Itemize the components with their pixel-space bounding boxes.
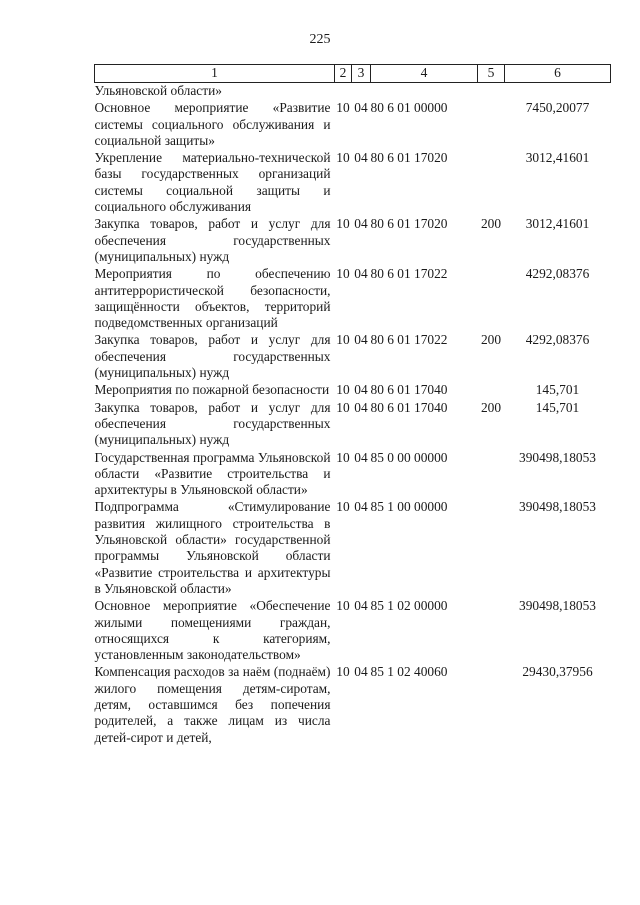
row-subsection [352, 83, 371, 101]
row-section: 10 [336, 499, 350, 515]
row-expense-type [478, 266, 505, 332]
row-name: Закупка товаров, работ и услуг для обеспечения государственных (муниципальных) нужд [94, 332, 331, 381]
row-name: Компенсация расходов за наём (поднаём) жилого помещения детям-сиротам, детям, оставшимся без попечения родителей, а также лицам из числа детей-сирот и детей, [94, 664, 331, 745]
row-section: 10 [336, 266, 350, 282]
row-name: Ульяновской области» [94, 83, 222, 98]
row-amount: 145,701 [535, 382, 580, 398]
row-target-code: 85 1 02 00000 [370, 598, 448, 614]
row-section: 10 [336, 598, 350, 614]
row-target-code: 80 6 01 17022 [370, 266, 448, 282]
table-row [95, 382, 611, 399]
table-row [95, 83, 611, 101]
row-section: 10 [336, 332, 350, 348]
row-target-code: 85 0 00 00000 [370, 449, 448, 465]
row-subsection: 04 [354, 382, 368, 398]
row-expense-type [478, 664, 505, 746]
row-expense-type [478, 100, 505, 150]
row-amount: 4292,08376 [525, 332, 590, 348]
row-name: Основное мероприятие «Обеспечение жилыми помещениями граждан, относящихся к категориям, установленным законодательством» [94, 598, 331, 663]
page-number: 225 [309, 32, 331, 47]
table-row [95, 598, 611, 664]
table-row [95, 332, 611, 382]
row-expense-type [478, 382, 505, 399]
row-amount: 390498,18053 [519, 449, 596, 465]
column-header-5: 5 [478, 65, 505, 83]
row-subsection: 04 [354, 449, 368, 465]
row-target-code: 80 6 01 17040 [370, 382, 448, 398]
row-target-code: 80 6 01 17020 [370, 150, 448, 166]
row-target-code: 80 6 01 17040 [370, 399, 448, 415]
row-target-code: 80 6 01 17022 [370, 332, 448, 348]
row-target-code: 85 1 00 00000 [370, 499, 448, 515]
row-expense-type [478, 450, 505, 500]
column-header-3: 3 [352, 65, 371, 83]
table-row [95, 100, 611, 150]
table-header [95, 65, 611, 83]
row-amount: 145,701 [535, 399, 580, 415]
row-expense-type: 200 [480, 332, 502, 348]
column-header-2: 2 [335, 65, 352, 83]
row-target-code [371, 83, 478, 101]
row-subsection: 04 [354, 100, 368, 116]
row-section: 10 [336, 664, 350, 680]
column-header-1: 1 [95, 65, 335, 83]
table-row [95, 266, 611, 332]
row-subsection: 04 [354, 499, 368, 515]
budget-table [94, 64, 611, 747]
row-name: Мероприятия по пожарной безопасности [94, 382, 330, 398]
table-row [95, 450, 611, 500]
row-subsection: 04 [354, 332, 368, 348]
row-section: 10 [336, 150, 350, 166]
table-row [95, 499, 611, 598]
row-expense-type [478, 598, 505, 664]
row-name: Подпрограмма «Стимулирование развития жилищного строительства в Ульяновской области» государственной программы Ульяновской области «Развитие строительства и архитектуры в Ульяновской области» [94, 499, 331, 596]
row-name: Закупка товаров, работ и услуг для обеспечения государственных (муниципальных) нужд [94, 216, 331, 264]
row-target-code: 85 1 02 40060 [370, 664, 448, 680]
row-section: 10 [336, 449, 350, 465]
row-section: 10 [336, 100, 350, 116]
row-amount [505, 83, 611, 101]
row-expense-type [478, 499, 505, 598]
row-expense-type [478, 150, 505, 216]
row-amount: 29430,37956 [522, 664, 593, 680]
row-section: 10 [336, 382, 350, 398]
row-subsection: 04 [354, 664, 368, 680]
row-name: Мероприятия по обеспечению антитеррористической безопасности, защищённости объектов, территорий подведомственных организаций [94, 266, 331, 331]
row-section: 10 [336, 216, 350, 232]
column-header-6: 6 [505, 65, 611, 83]
column-header-4: 4 [371, 65, 478, 83]
row-name: Укрепление материально-технической базы государственных организаций системы социальной защиты и социального обслуживания [94, 150, 331, 215]
row-name: Основное мероприятие «Развитие системы социального обслуживания и социальной защиты» [94, 100, 331, 148]
row-amount: 7450,20077 [525, 100, 590, 116]
table-row [95, 150, 611, 216]
row-subsection: 04 [354, 598, 368, 614]
row-section: 10 [336, 399, 350, 415]
row-target-code: 80 6 01 00000 [370, 100, 448, 116]
table-row [95, 400, 611, 450]
row-amount: 390498,18053 [519, 499, 596, 515]
row-expense-type: 200 [480, 399, 502, 415]
row-expense-type [478, 83, 505, 101]
row-amount: 3012,41601 [525, 216, 590, 232]
row-subsection: 04 [354, 399, 368, 415]
row-amount: 390498,18053 [519, 598, 596, 614]
row-subsection: 04 [354, 150, 368, 166]
row-target-code: 80 6 01 17020 [370, 216, 448, 232]
table-row [95, 664, 611, 746]
row-expense-type: 200 [480, 216, 502, 232]
row-amount: 3012,41601 [525, 150, 590, 166]
row-amount: 4292,08376 [525, 266, 590, 282]
row-subsection: 04 [354, 266, 368, 282]
table-row [95, 216, 611, 266]
row-name: Закупка товаров, работ и услуг для обеспечения государственных (муниципальных) нужд [94, 399, 331, 448]
row-name: Государственная программа Ульяновской области «Развитие строительства и архитектуры в Ульяновской области» [94, 449, 331, 498]
row-section [335, 83, 352, 101]
table-body [95, 83, 611, 747]
row-subsection: 04 [354, 216, 368, 232]
